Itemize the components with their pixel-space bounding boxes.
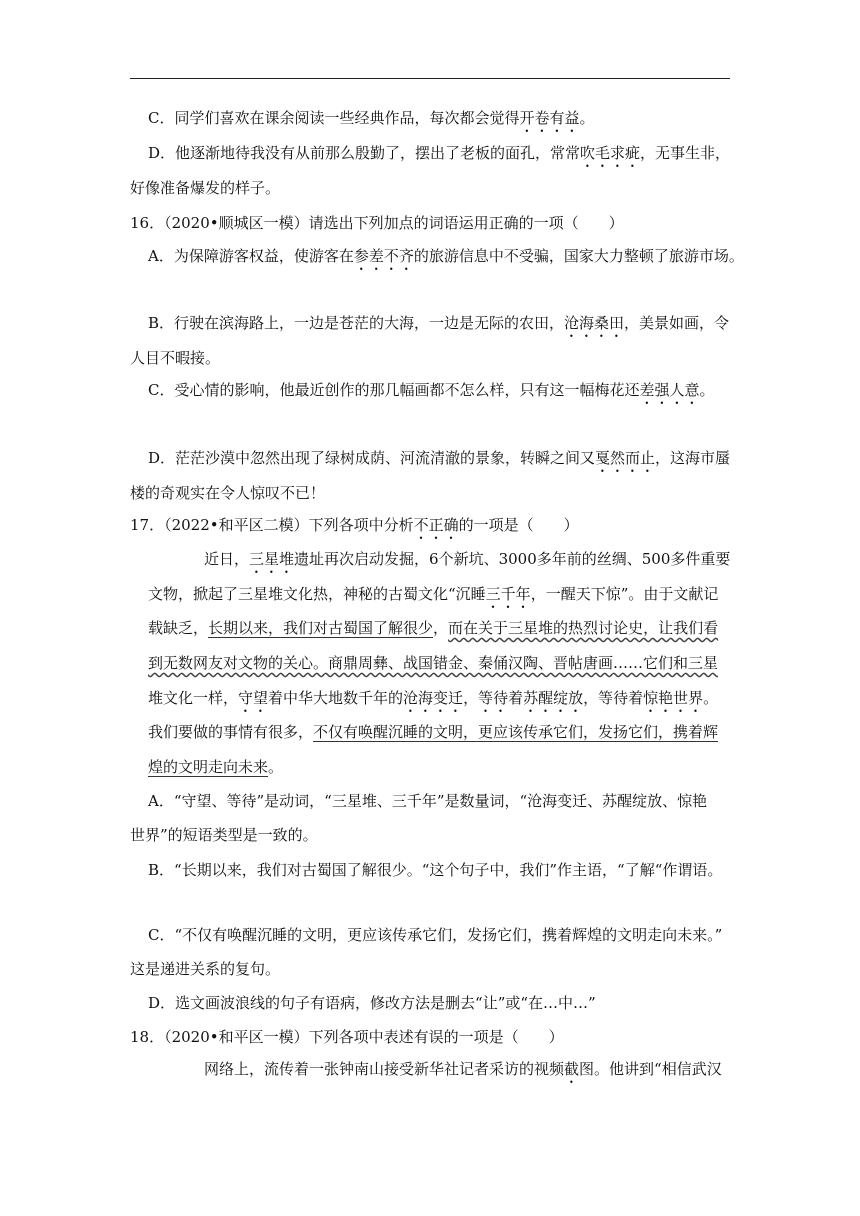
dotted-phrase: 守望: [238, 689, 269, 707]
text: 网络上，流传着一张钟南山接受新华社记者采访的视频: [204, 1060, 565, 1078]
text: 近日，: [204, 550, 250, 568]
dotted-phrase: 吹毛求疵: [580, 144, 641, 162]
text: 堆文化一样，: [148, 689, 239, 707]
dotted-phrase: 参差不齐: [353, 247, 414, 265]
q16-option-d-line2: 楼的奇观实在令人惊叹不已！: [130, 484, 326, 502]
dotted-phrase: 不正确: [413, 516, 459, 534]
text: D．茫茫沙漠中忽然出现了绿树成荫、河流清澈的景象，转瞬之间又: [148, 449, 596, 467]
text: 载缺乏，: [148, 619, 209, 637]
dotted-phrase: 开卷有益: [519, 109, 580, 127]
text: 的旅游信息中不受骗，国家大力整顿了旅游市场。: [413, 247, 744, 265]
q17-option-a-line2: 世界”的短语类型是一致的。: [130, 826, 318, 844]
dotted-phrase: 惊艳世界: [643, 689, 704, 707]
q17-option-a-line1: A．“守望、等待”是动词，“三星堆、三千年”是数量词，“沧海变迁、苏醒绽放、惊艳: [148, 792, 708, 810]
text: 17．（2022•和平区二模）下列各项中分析: [130, 516, 414, 534]
q15-option-d-line1: [148, 143, 730, 171]
text: 着: [508, 689, 524, 707]
q17-option-c-line1: C．“不仅有唤醒沉睡的文明，更应该传承它们，发扬它们，携着辉煌的文明走向未来。”: [148, 926, 723, 944]
q17-option-c-line2: 这是递进关系的复句。: [130, 960, 281, 978]
underlined-sentence: 不仅有唤醒沉睡的文明，更应该传承它们，发扬它们，携着辉: [313, 723, 719, 741]
q18-passage-line1: [204, 1059, 722, 1087]
q16-option-b-line1: [148, 313, 729, 341]
wavy-sentence-cont: 到无数网友对文物的关心。商鼎周彝、战国错金、秦俑汉陶、晋帖唐画……它们和三星: [148, 654, 719, 672]
text: 。: [699, 381, 715, 399]
text: 。: [703, 689, 719, 707]
text: 文物，掀起了三星堆文化热，神秘的古蜀文化“沉睡: [148, 585, 486, 603]
text: D．他逐渐地待我没有从前那么殷勤了，摆出了老板的面孔，常常: [148, 144, 581, 162]
q17-passage-line7: [148, 757, 283, 777]
q15-option-c: [148, 108, 595, 136]
text: ，: [433, 619, 449, 637]
text: ，: [463, 689, 479, 707]
q17-stem: [130, 515, 579, 543]
q17-passage-line4: [148, 653, 718, 673]
text: 。: [268, 758, 284, 776]
q17-passage-line5: [148, 688, 718, 716]
q17-passage-line6: [148, 722, 718, 742]
underlined-sentence: 煌的文明走向未来: [148, 758, 269, 776]
dotted-phrase: 沧海变迁: [403, 689, 464, 707]
text: C．受心情的影响，他最近创作的那几幅画都不怎么样，只有这一幅梅花还: [148, 381, 640, 399]
underlined-sentence: 长期以来，我们对古蜀国了解很少: [208, 619, 434, 637]
q18-stem: 18．（2020•和平区一模）下列各项中表述有误的一项是（ ）: [130, 1028, 564, 1046]
text: ，无事生非，: [640, 144, 731, 162]
text: 图。他讲到“相信武汉: [579, 1060, 722, 1078]
text: ，一醒天下惊”。由于文献记: [530, 585, 719, 603]
dotted-phrase: 三星堆: [249, 550, 295, 568]
dotted-phrase: 苏醒绽放: [523, 689, 584, 707]
q17-passage-line1: [204, 549, 730, 577]
q16-option-b-line2: 人目不暇接。: [130, 349, 221, 367]
text: 我们要做的事情有很多，: [148, 723, 314, 741]
q16-option-c: [148, 380, 715, 408]
text: ，等待着: [583, 689, 644, 707]
text: ，这海市蜃: [655, 449, 731, 467]
text: 着中华大地数千年的: [268, 689, 404, 707]
text: 遗址再次启动发掘，6个新坑、3000多年前的丝绸、500多件重要: [294, 550, 731, 568]
text: ，美景如画，令: [624, 314, 730, 332]
wavy-sentence: 而在关于三星堆的热烈讨论: [448, 619, 629, 637]
dotted-phrase: 沧海桑田: [564, 314, 625, 332]
dotted-phrase: 截: [564, 1060, 580, 1078]
dotted-phrase: 等待: [478, 689, 509, 707]
dotted-phrase: 戛然而止: [595, 449, 656, 467]
text: C．同学们喜欢在课余阅读一些经典作品，每次都会觉得: [148, 109, 520, 127]
dotted-phrase: 差强人意: [639, 381, 700, 399]
wavy-sentence-tail: 史，让我们看: [628, 619, 719, 637]
q17-option-b: B．“长期以来，我们对古蜀国了解很少。“这个句子中，我们”作主语，“了解“作谓语。: [148, 861, 723, 879]
q16-option-a: [148, 246, 744, 274]
text: 的一项是（ ）: [458, 516, 579, 534]
q17-option-d: D．选文画波浪线的句子有语病，修改方法是删去“让”或“在…中…”: [148, 994, 596, 1012]
q17-passage-line2: [148, 584, 718, 612]
q16-option-d-line1: [148, 448, 730, 476]
q15-option-d-line2: 好像准备爆发的样子。: [130, 179, 281, 197]
q17-passage-line3: [148, 618, 718, 638]
q16-stem: 16．（2020•顺城区一模）请选出下列加点的词语运用正确的一项（ ）: [130, 214, 624, 232]
text: A．为保障游客权益，使游客在: [148, 247, 354, 265]
text: 。: [579, 109, 595, 127]
text: B．行驶在滨海路上，一边是苍茫的大海，一边是无际的农田，: [148, 314, 565, 332]
dotted-phrase: 三千年: [485, 585, 531, 603]
header-rule: [130, 78, 730, 79]
